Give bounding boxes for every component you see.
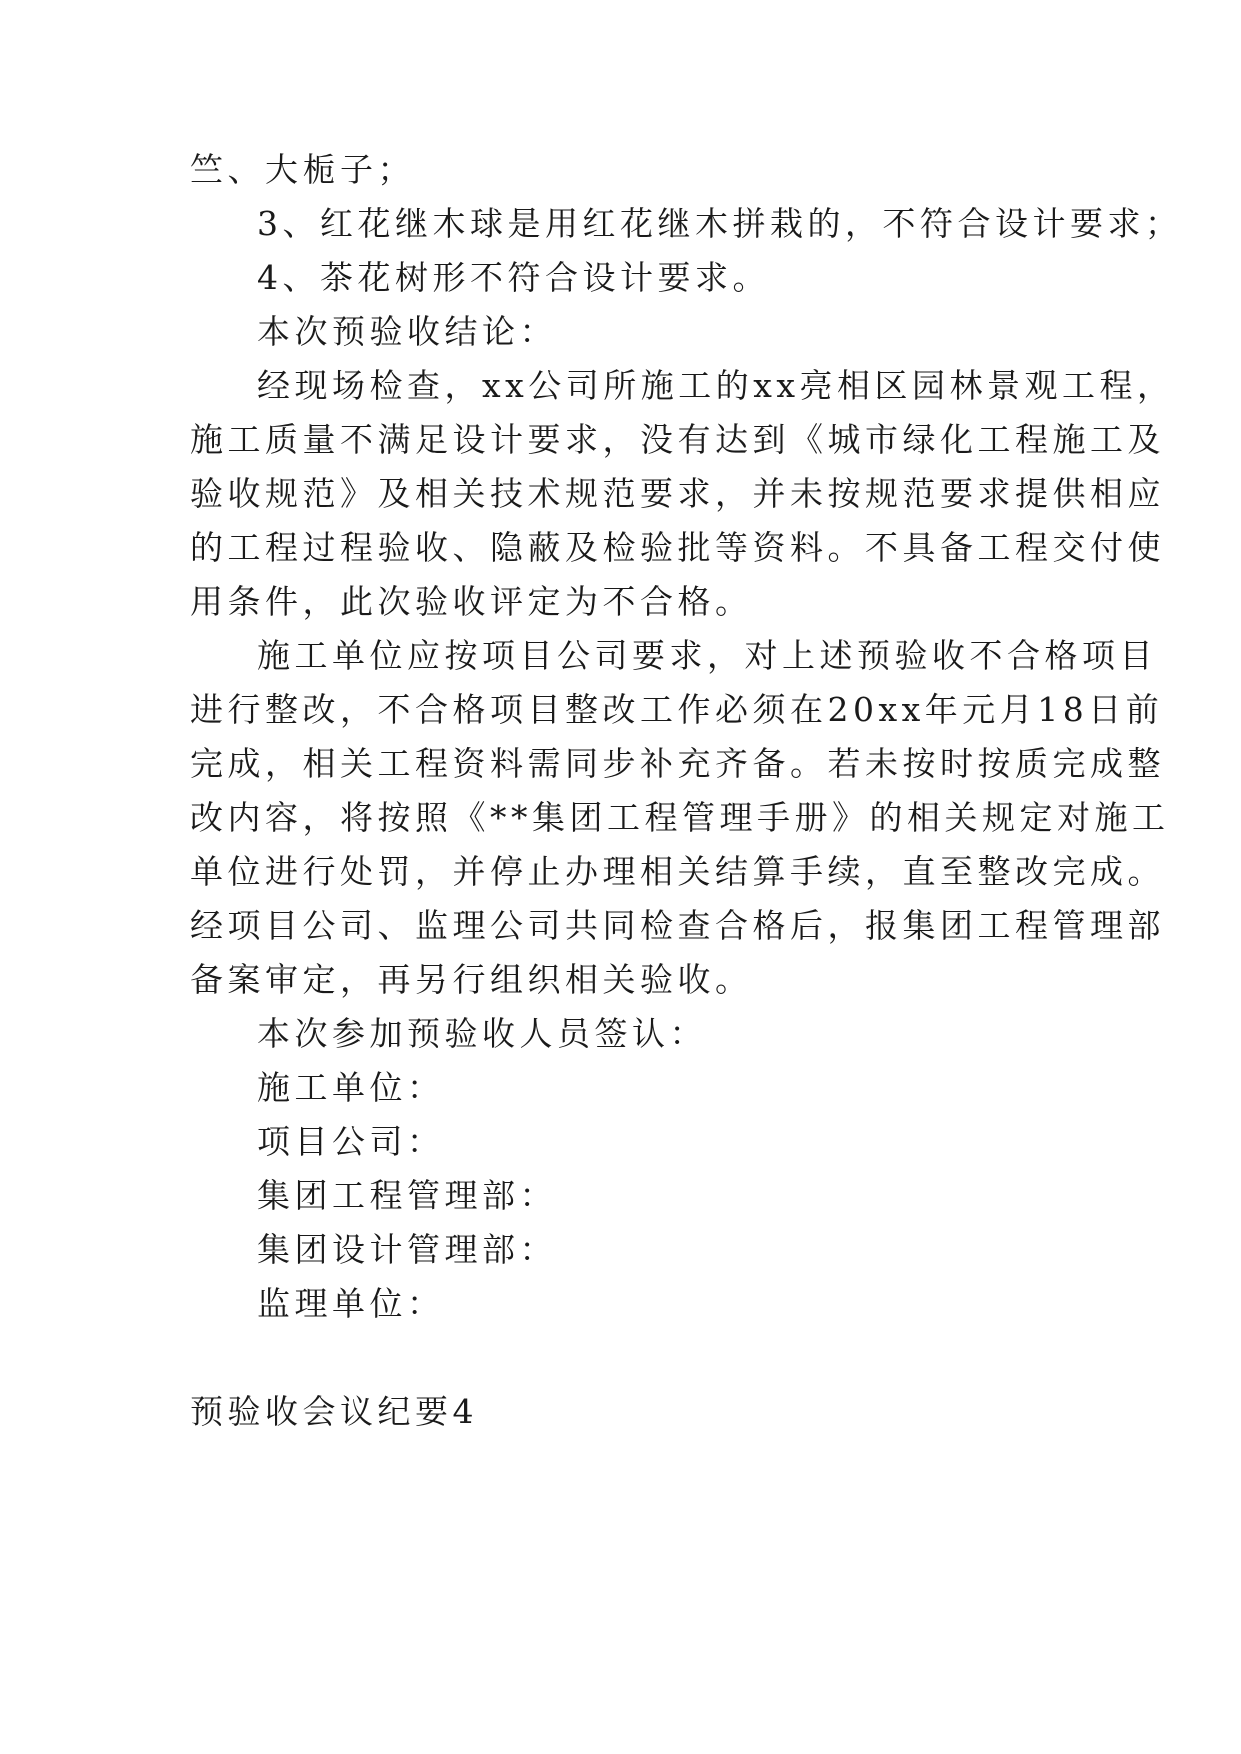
signature-design-dept: 集团设计管理部： [257, 1230, 557, 1269]
paragraph-line: 备案审定，再另行组织相关验收。 [190, 960, 753, 999]
paragraph-line: 经现场检查，xx公司所施工的xx亮相区园林景观工程， [257, 366, 1175, 405]
paragraph-line: 验收规范》及相关技术规范要求，并未按规范要求提供相应 [190, 474, 1165, 513]
paragraph-line: 完成，相关工程资料需同步补充齐备。若未按时按质完成整 [190, 744, 1165, 783]
signature-engineering-dept: 集团工程管理部： [257, 1176, 557, 1215]
paragraph-line: 经项目公司、监理公司共同检查合格后，报集团工程管理部 [190, 906, 1165, 945]
paragraph-line: 的工程过程验收、隐蔽及检验批等资料。不具备工程交付使 [190, 528, 1165, 567]
paragraph-line: 施工单位应按项目公司要求，对上述预验收不合格项目 [257, 636, 1157, 675]
section-heading: 预验收会议纪要4 [190, 1392, 478, 1431]
paragraph-line: 单位进行处罚，并停止办理相关结算手续，直至整改完成。 [190, 852, 1165, 891]
signature-supervision-unit: 监理单位： [257, 1284, 445, 1323]
paragraph-line: 改内容，将按照《**集团工程管理手册》的相关规定对施工 [190, 798, 1170, 837]
paragraph-line: 用条件，此次验收评定为不合格。 [190, 582, 753, 621]
paragraph-line: 施工质量不满足设计要求，没有达到《城市绿化工程施工及 [190, 420, 1165, 459]
list-item-4: 4、茶花树形不符合设计要求。 [257, 258, 770, 297]
paragraph-line: 进行整改，不合格项目整改工作必须在20xx年元月18日前 [190, 690, 1164, 729]
conclusion-heading: 本次预验收结论： [257, 312, 557, 351]
signature-construction-unit: 施工单位： [257, 1068, 445, 1107]
list-item-3: 3、红花继木球是用红花继木拼栽的，不符合设计要求； [257, 204, 1183, 243]
signature-project-company: 项目公司： [257, 1122, 445, 1161]
text-line: 竺、大栀子； [190, 150, 415, 189]
signature-heading: 本次参加预验收人员签认： [257, 1014, 707, 1053]
